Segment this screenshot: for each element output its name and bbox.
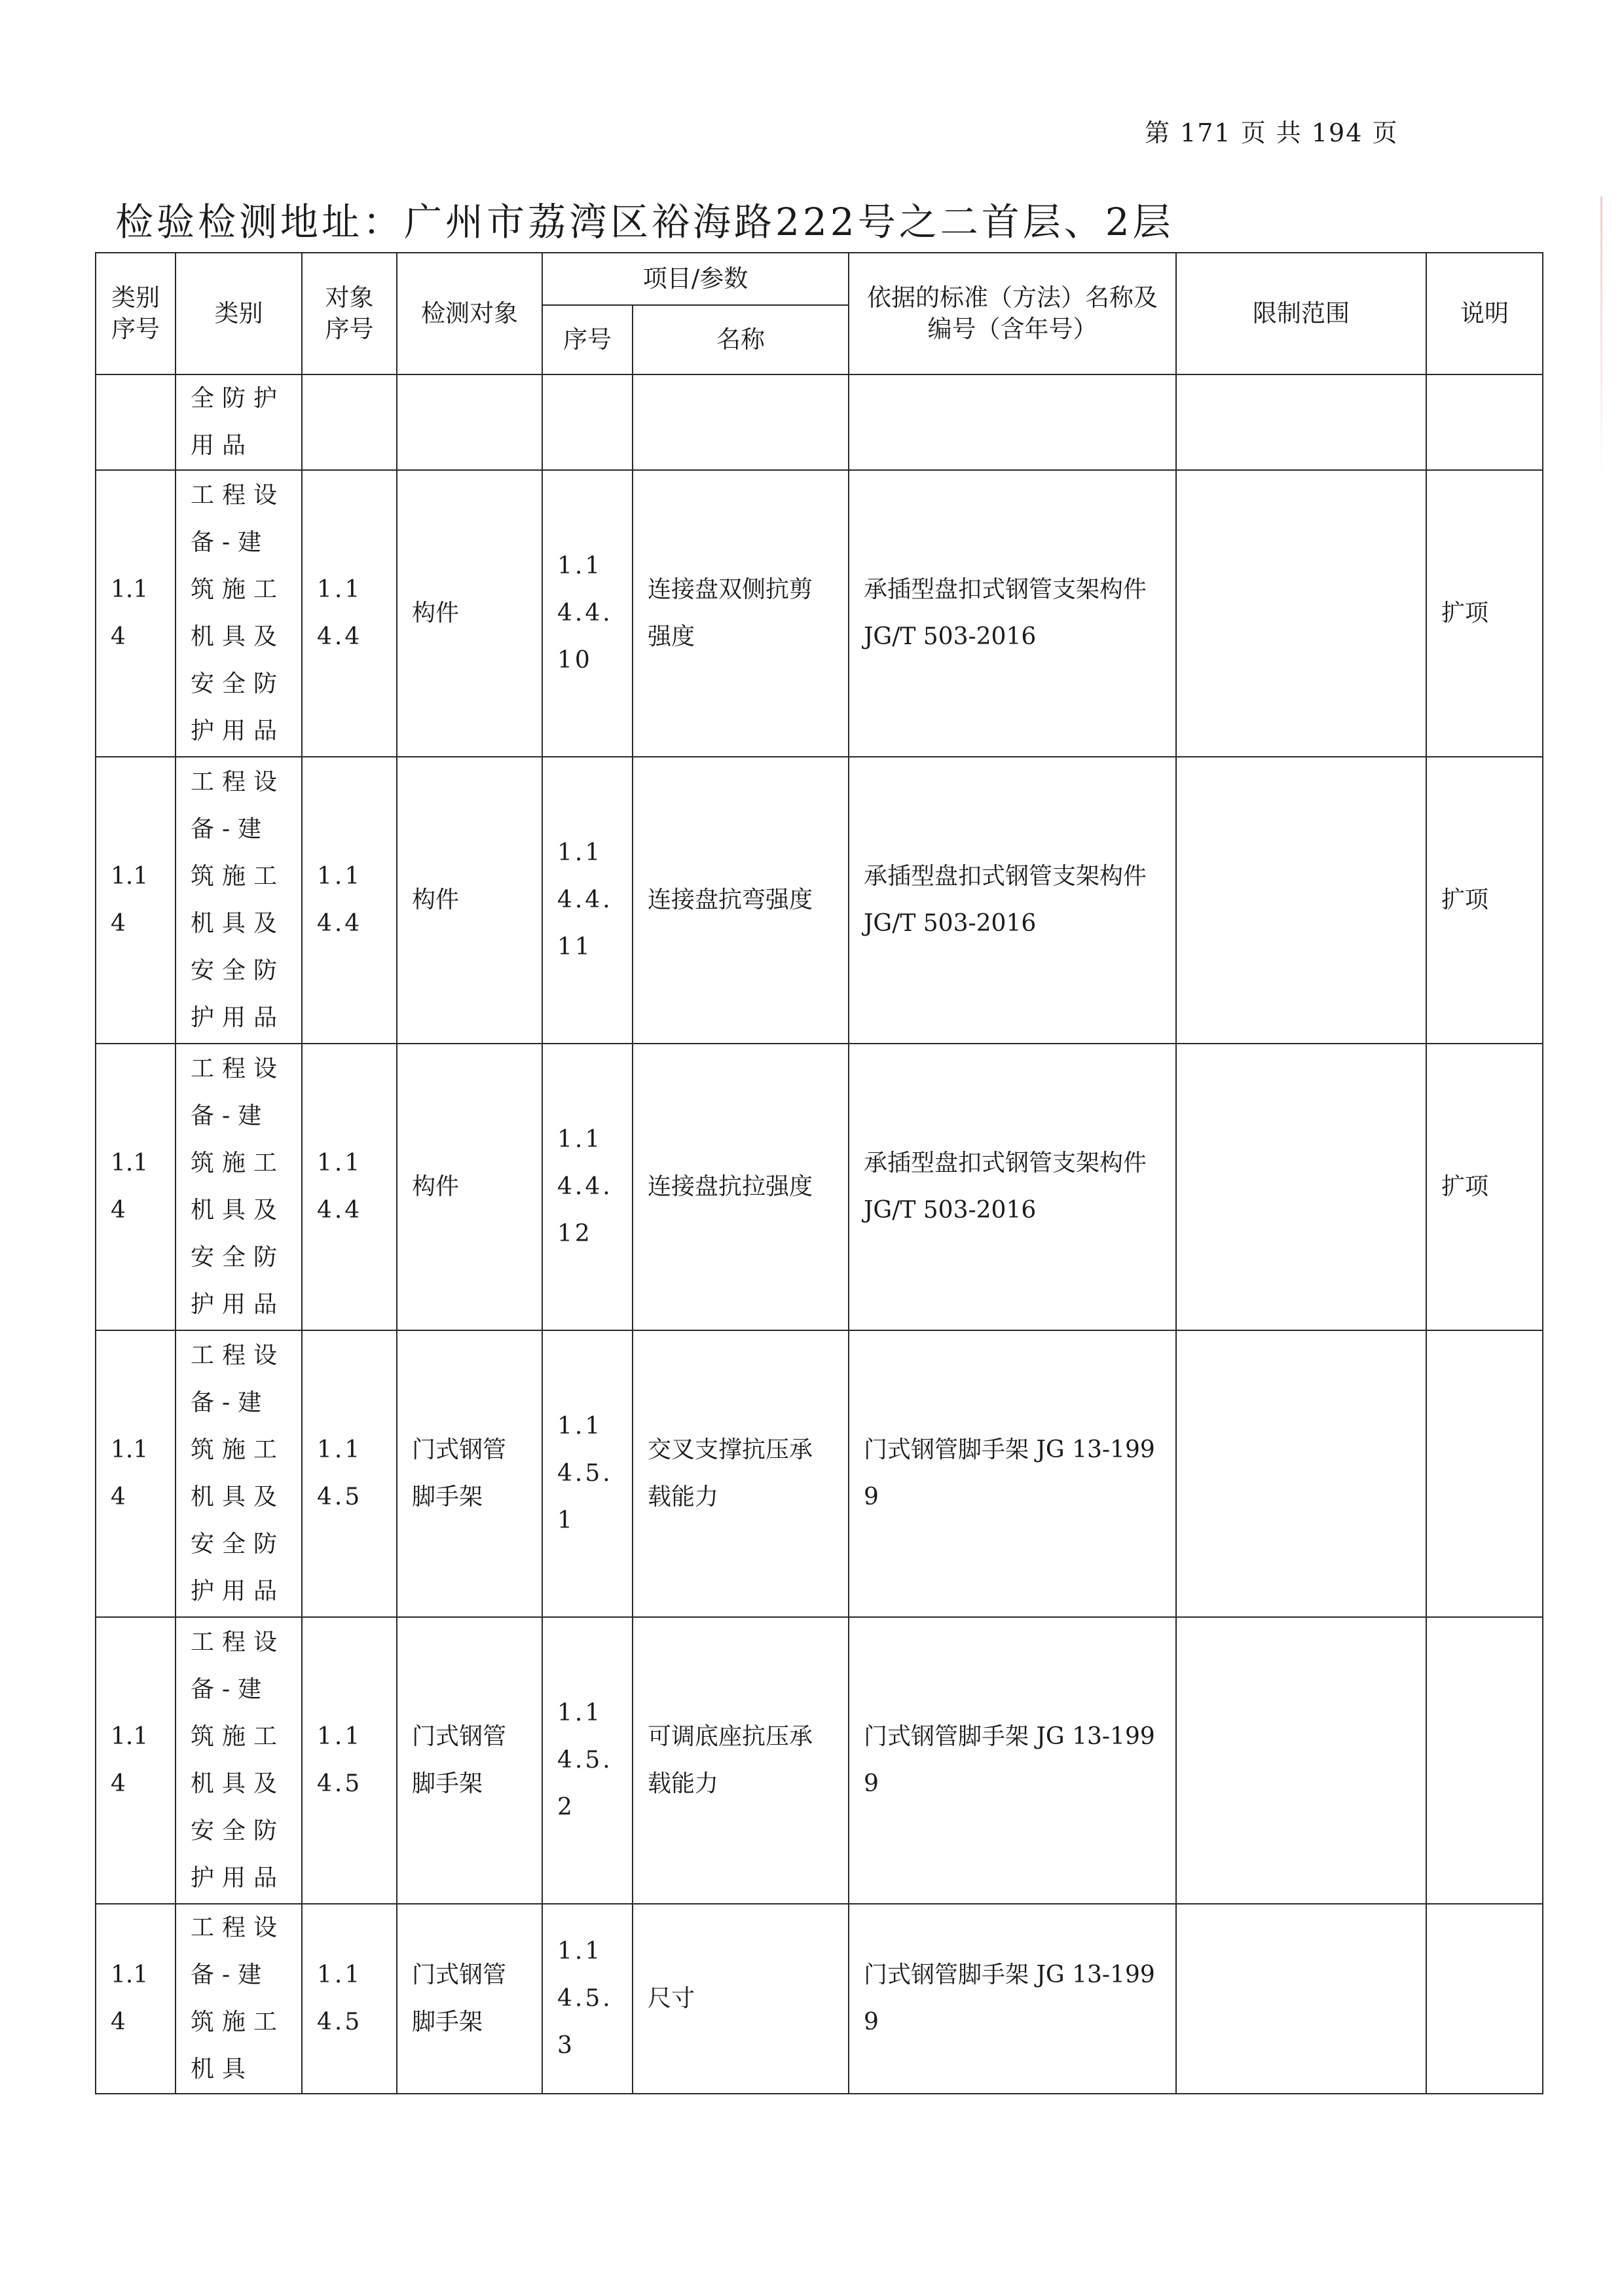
cell-note: 扩项: [1426, 757, 1543, 1044]
header-obj-no: 对象序号: [302, 253, 397, 374]
cell-object: 门式钢管脚手架: [397, 1904, 542, 2094]
testing-address: 检验检测地址：广州市荔湾区裕海路222号之二首层、2层: [115, 200, 1174, 244]
table-row: [96, 1044, 1543, 1330]
cell-object: 构件: [397, 470, 542, 757]
cell-cat-no: [96, 374, 175, 470]
cell-standard: 承插型盘扣式钢管支架构件 JG/T 503-2016: [849, 757, 1176, 1044]
cell-cat-no: 1.14: [96, 1330, 175, 1617]
cell-item-name: 可调底座抗压承载能力: [633, 1617, 849, 1904]
table-row: [96, 1330, 1543, 1617]
cell-limit: [1176, 470, 1426, 757]
cell-obj-no: [302, 374, 397, 470]
cell-obj-no: 1.14.5: [302, 1330, 397, 1617]
cell-category: 工程设备-建筑施工机具及安全防护用品: [175, 1044, 302, 1330]
cell-obj-no: 1.14.4: [302, 470, 397, 757]
cell-standard: 门式钢管脚手架 JG 13-1999: [849, 1904, 1176, 2094]
cell-category: 工程设备-建筑施工机具及安全防护用品: [175, 757, 302, 1044]
cell-item-no: 1.14.4.11: [542, 757, 633, 1044]
cell-standard: [849, 374, 1176, 470]
cell-obj-no: 1.14.5: [302, 1904, 397, 2094]
cell-item-no: 1.14.4.10: [542, 470, 633, 757]
cell-category: 工程设备-建筑施工机具及安全防护用品: [175, 470, 302, 757]
header-item-no: 序号: [542, 305, 633, 374]
cell-note: 扩项: [1426, 470, 1543, 757]
page-number: 第 171 页 共 194 页: [1145, 118, 1399, 147]
cell-limit: [1176, 1617, 1426, 1904]
cell-item-name: 连接盘抗拉强度: [633, 1044, 849, 1330]
cell-cat-no: 1.14: [96, 470, 175, 757]
cell-limit: [1176, 757, 1426, 1044]
cell-object: 构件: [397, 757, 542, 1044]
cell-item-name: 交叉支撑抗压承载能力: [633, 1330, 849, 1617]
cell-category: 全防护用品: [175, 374, 302, 470]
cell-cat-no: 1.14: [96, 1044, 175, 1330]
cell-category: 工程设备-建筑施工机具及安全防护用品: [175, 1330, 302, 1617]
scan-edge-mark: [1600, 196, 1602, 484]
cell-standard: 承插型盘扣式钢管支架构件 JG/T 503-2016: [849, 1044, 1176, 1330]
cell-cat-no: 1.14: [96, 1904, 175, 2094]
cell-object: 构件: [397, 1044, 542, 1330]
cell-standard: 门式钢管脚手架 JG 13-1999: [849, 1330, 1176, 1617]
header-limit: 限制范围: [1176, 253, 1426, 374]
header-note: 说明: [1426, 253, 1543, 374]
header-cat-no: 类别序号: [96, 253, 175, 374]
cell-item-no: 1.14.4.12: [542, 1044, 633, 1330]
cell-obj-no: 1.14.4: [302, 757, 397, 1044]
cell-obj-no: 1.14.5: [302, 1617, 397, 1904]
table-row: [96, 470, 1543, 757]
table-row: [96, 1904, 1543, 2094]
cell-object: 门式钢管脚手架: [397, 1330, 542, 1617]
cell-item-no: 1.14.5.1: [542, 1330, 633, 1617]
cell-category: 工程设备-建筑施工机具: [175, 1904, 302, 2094]
header-object: 检测对象: [397, 253, 542, 374]
scope-table: [95, 252, 1543, 2094]
cell-category: 工程设备-建筑施工机具及安全防护用品: [175, 1617, 302, 1904]
cell-standard: 承插型盘扣式钢管支架构件 JG/T 503-2016: [849, 470, 1176, 757]
cell-limit: [1176, 1904, 1426, 2094]
cell-note: [1426, 1617, 1543, 1904]
cell-item-no: [542, 374, 633, 470]
header-category: 类别: [175, 253, 302, 374]
cell-item-name: 连接盘双侧抗剪强度: [633, 470, 849, 757]
cell-obj-no: 1.14.4: [302, 1044, 397, 1330]
header-item-name: 名称: [633, 305, 849, 374]
cell-item-no: 1.14.5.2: [542, 1617, 633, 1904]
cell-note: [1426, 374, 1543, 470]
cell-item-name: 连接盘抗弯强度: [633, 757, 849, 1044]
cell-item-name: [633, 374, 849, 470]
cell-limit: [1176, 1330, 1426, 1617]
cell-item-no: 1.14.5.3: [542, 1904, 633, 2094]
cell-note: [1426, 1330, 1543, 1617]
table-row: [96, 1617, 1543, 1904]
table-row: [96, 757, 1543, 1044]
cell-object: [397, 374, 542, 470]
table-row-continued: [96, 374, 1543, 470]
cell-note: [1426, 1904, 1543, 2094]
cell-object: 门式钢管脚手架: [397, 1617, 542, 1904]
cell-standard: 门式钢管脚手架 JG 13-1999: [849, 1617, 1176, 1904]
cell-item-name: 尺寸: [633, 1904, 849, 2094]
cell-note: 扩项: [1426, 1044, 1543, 1330]
cell-cat-no: 1.14: [96, 1617, 175, 1904]
header-item-param: 项目/参数: [542, 253, 849, 305]
cell-limit: [1176, 374, 1426, 470]
cell-limit: [1176, 1044, 1426, 1330]
cell-cat-no: 1.14: [96, 757, 175, 1044]
header-standard: 依据的标准（方法）名称及编号（含年号）: [849, 253, 1176, 374]
